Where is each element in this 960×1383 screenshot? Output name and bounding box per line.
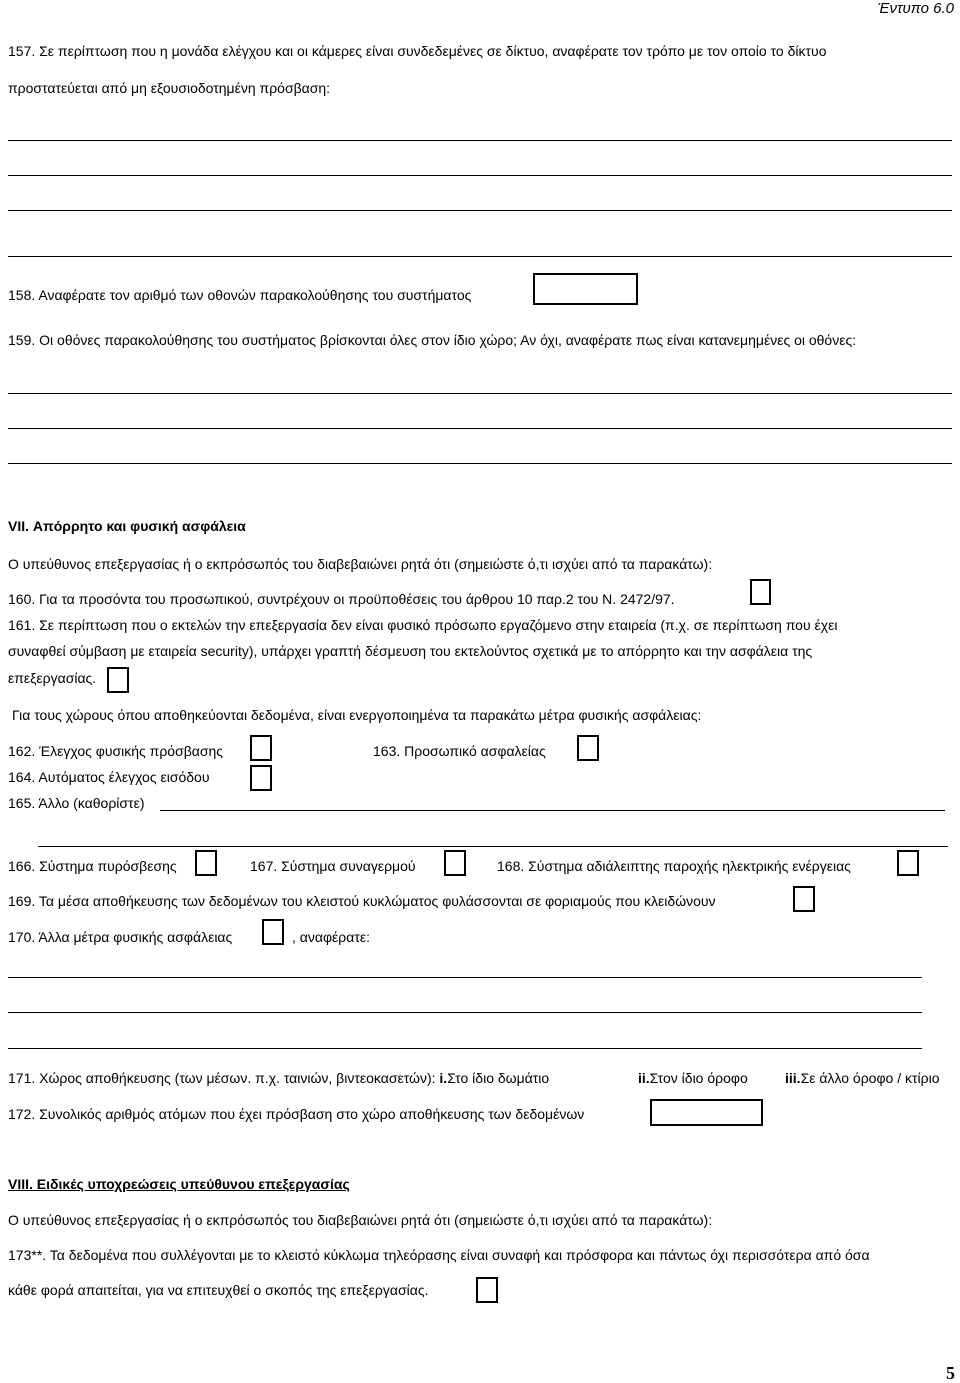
q166-checkbox[interactable] (195, 850, 217, 876)
q165-label: 165. Άλλο (καθορίστε) (8, 795, 145, 811)
q170-answer-line-3[interactable] (8, 1048, 922, 1049)
q170-suffix: , αναφέρατε: (292, 929, 371, 945)
q167-label: 167. Σύστημα συναγερμού (250, 858, 416, 874)
q161-line1: 161. Σε περίπτωση που ο εκτελών την επεξεργασία δεν είναι φυσικό πρόσωπο εργαζόμενο στην εταιρεία (π.χ. σε περίπτωση που έχει (8, 617, 838, 633)
q159-label: 159. Οι οθόνες παρακολούθησης του συστήματος βρίσκονται όλες στον ίδιο χώρο; Αν όχι, αναφέρατε πως είναι κατανεμημένες οι οθόνες: (8, 332, 857, 348)
q161-line2: συναφθεί σύμβαση με εταιρεία security), υπάρχει γραπτή δέσμευση του εκτελούντος σχετικά με το απόρρητο και την ασφάλεια της (8, 643, 813, 659)
q170-answer-line-2[interactable] (8, 1012, 922, 1013)
q171-opt1[interactable]: Στο ίδιο δωμάτιο (447, 1070, 550, 1086)
q164-label: 164. Αυτόματος έλεγχος εισόδου (8, 769, 210, 785)
form-label: Έντυπο 6.0 (877, 0, 954, 17)
q158-count-input[interactable] (533, 273, 638, 305)
q157-line2: προστατεύεται από μη εξουσιοδοτημένη πρόσβαση: (8, 80, 331, 96)
q171-opt3-wrap[interactable] (785, 1070, 939, 1086)
q171-opt2-wrap[interactable] (638, 1070, 748, 1086)
q157-answer-line-4[interactable] (8, 256, 952, 257)
q169-label: 169. Τα μέσα αποθήκευσης των δεδομένων του κλειστού κυκλώματος φυλάσσονται σε φοριαμούς που κλειδώνουν (8, 893, 716, 909)
q173-line2: κάθε φορά απαιτείται, για να επιτευχθεί ο σκοπός της επεξεργασίας. (8, 1282, 429, 1298)
q163-checkbox[interactable] (577, 735, 599, 761)
q170-answer-line-1[interactable] (8, 977, 922, 978)
q165-specify-line[interactable] (160, 810, 945, 811)
q157-answer-line-2[interactable] (8, 175, 952, 176)
section8-intro: Ο υπεύθυνος επεξεργασίας ή ο εκπρόσωπός του διαβεβαιώνει ρητά ότι (σημειώστε ό,τι ισχύει από τα παρακάτω): (8, 1212, 713, 1228)
q173-checkbox[interactable] (476, 1277, 498, 1303)
q167-checkbox[interactable] (444, 850, 466, 876)
q162-checkbox[interactable] (250, 735, 272, 761)
q173-line1: 173**. Τα δεδομένα που συλλέγονται με το κλειστό κύκλωμα τηλεόρασης είναι συναφή και πρόσφορα και πάντως όχι περισσότερα από όσα (8, 1247, 870, 1263)
q158-label: 158. Αναφέρατε τον αριθμό των οθονών παρακολούθησης του συστήματος (8, 287, 472, 303)
q159-answer-line-1[interactable] (8, 393, 952, 394)
q163-label: 163. Προσωπικό ασφαλείας (373, 743, 546, 759)
q168-checkbox[interactable] (897, 850, 919, 876)
q161-line3: επεξεργασίας. (8, 670, 97, 686)
q171-opt2[interactable]: Στον ίδιο όροφο (649, 1070, 748, 1086)
q161-checkbox[interactable] (107, 667, 129, 693)
q169-checkbox[interactable] (793, 886, 815, 912)
section7-title: VII. Απόρρητο και φυσική ασφάλεια (8, 518, 246, 534)
q160-label: 160. Για τα προσόντα του προσωπικού, συντρέχουν οι προϋποθέσεις του άρθρου 10 παρ.2 του Ν. 2472/97. (8, 591, 675, 607)
q172-label: 172. Συνολικός αριθμός ατόμων που έχει πρόσβαση στο χώρο αποθήκευσης των δεδομένων (8, 1106, 585, 1122)
q172-count-input[interactable] (650, 1099, 763, 1126)
q168-label: 168. Σύστημα αδιάλειπτης παροχής ηλεκτρικής ενέργειας (497, 858, 851, 874)
physical-security-intro: Για τους χώρους όπου αποθηκεύονται δεδομένα, είναι ενεργοποιημένα τα παρακάτω μέτρα φυσικής ασφάλειας: (12, 707, 702, 723)
q157-answer-line-1[interactable] (8, 140, 952, 141)
q159-answer-line-2[interactable] (8, 428, 952, 429)
q171-opt2-num: ii. (638, 1070, 650, 1086)
q170-label: 170. Άλλα μέτρα φυσικής ασφάλειας (8, 929, 233, 945)
q166-label: 166. Σύστημα πυρόσβεσης (8, 858, 177, 874)
q171-opt3-num: iii. (785, 1070, 801, 1086)
q165-specify-line-2[interactable] (38, 846, 948, 847)
q159-answer-line-3[interactable] (8, 463, 952, 464)
q171-opt1-num: i. (439, 1070, 448, 1086)
q162-label: 162. Έλεγχος φυσικής πρόσβασης (8, 743, 224, 759)
q171-opt3[interactable]: Σε άλλο όροφο / κτίριο (800, 1070, 940, 1086)
q170-checkbox[interactable] (262, 919, 284, 945)
q160-checkbox[interactable] (750, 579, 771, 605)
section8-title: VIII. Ειδικές υποχρεώσεις υπεύθυνου επεξεργασίας (8, 1176, 350, 1192)
q157-line1: 157. Σε περίπτωση που η μονάδα ελέγχου και οι κάμερες είναι συνδεδεμένες σε δίκτυο, αναφέρατε τον τρόπο με τον οποίο το δίκτυο (8, 43, 827, 59)
q171-label (8, 1070, 549, 1086)
q157-answer-line-3[interactable] (8, 210, 952, 211)
q171-text: 171. Χώρος αποθήκευσης (των μέσων. π.χ. ταινιών, βιντεοκασετών): (8, 1070, 436, 1086)
page-number: 5 (946, 1363, 955, 1383)
section7-intro: Ο υπεύθυνος επεξεργασίας ή ο εκπρόσωπός του διαβεβαιώνει ρητά ότι (σημειώστε ό,τι ισχύει από τα παρακάτω): (8, 556, 713, 572)
q164-checkbox[interactable] (250, 765, 272, 791)
